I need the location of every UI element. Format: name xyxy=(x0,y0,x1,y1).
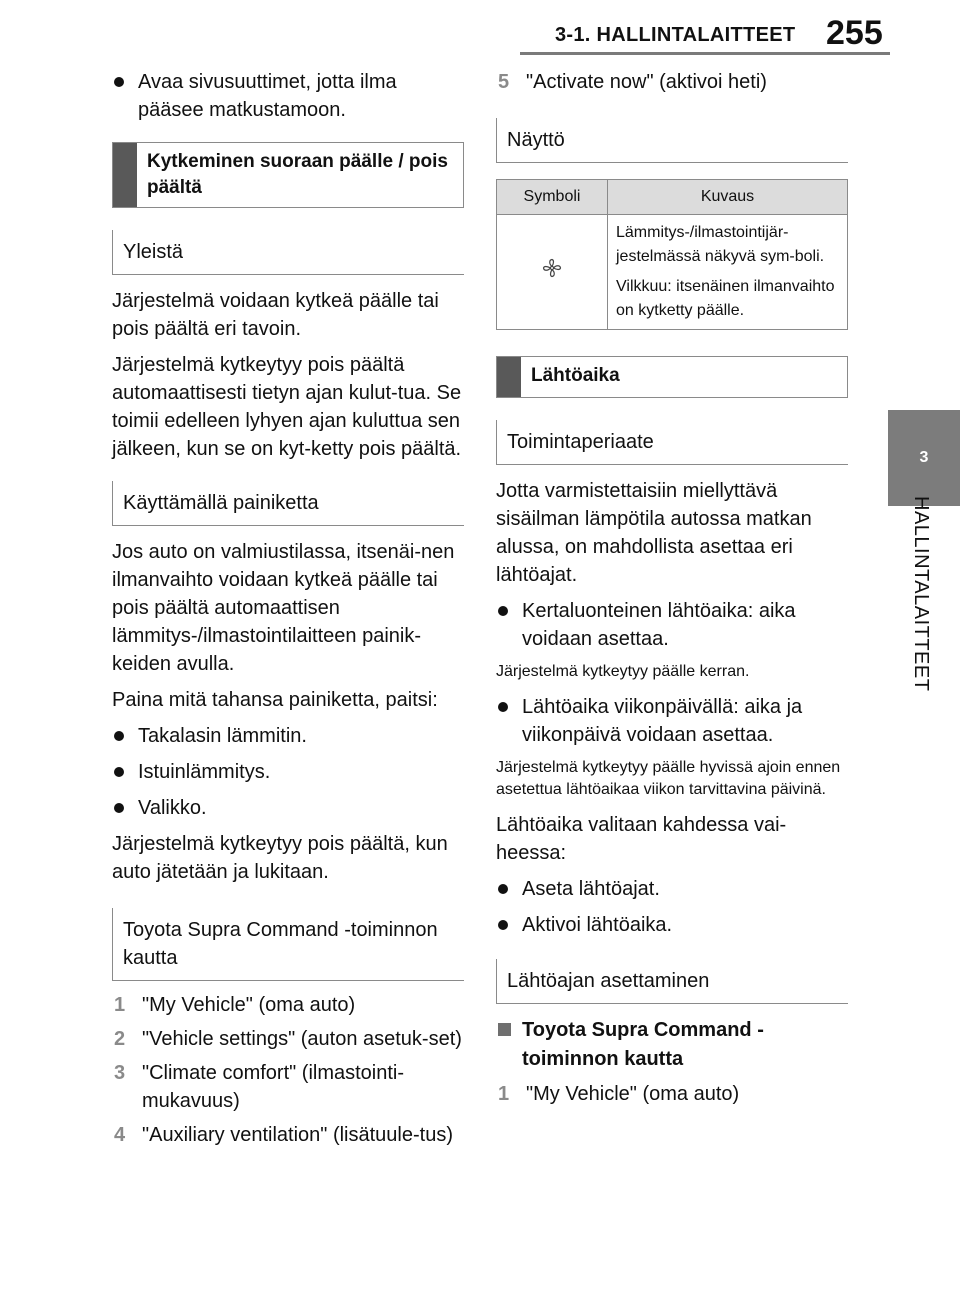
section-heading: Kytkeminen suoraan päälle / pois päältä xyxy=(147,151,448,198)
bullet-icon xyxy=(114,731,124,741)
right-column xyxy=(496,68,848,1114)
step-number: 1 xyxy=(114,994,126,1016)
table-header: Symboli xyxy=(497,180,608,215)
left-column xyxy=(112,68,464,1155)
section-heading: Lähtöaika xyxy=(531,365,620,386)
section-heading-box xyxy=(496,356,848,398)
subheading: Käyttämällä painiketta xyxy=(112,481,464,526)
list-item: Takalasin lämmitin. xyxy=(112,722,464,750)
bullet-icon xyxy=(114,767,124,777)
list-item: Kertaluonteinen lähtöaika: aika voidaan asettaa. xyxy=(496,597,848,653)
subheading: Lähtöajan asettaminen xyxy=(496,959,848,1004)
description-text: Vilkkuu: itsenäinen ilmanvaihto on kytketty päälle. xyxy=(616,278,835,319)
table-header: Kuvaus xyxy=(608,180,848,215)
step-item: 4 "Auxiliary ventilation" (lisätuule-tus) xyxy=(112,1121,464,1149)
subheading: Näyttö xyxy=(496,118,848,163)
page-number: 255 xyxy=(826,14,883,52)
step-number: 2 xyxy=(114,1028,126,1050)
bullet-icon xyxy=(498,606,508,616)
bullet-icon xyxy=(498,920,508,930)
list-item: Lähtöaika viikonpäivällä: aika ja viikonpäivä voidaan asettaa. xyxy=(496,693,848,749)
subheading: Toimintaperiaate xyxy=(496,420,848,465)
bullet-icon xyxy=(114,77,124,87)
subheading: Toyota Supra Command -toiminnon kautta xyxy=(112,908,464,981)
description-cell xyxy=(608,215,848,330)
step-number: 3 xyxy=(114,1062,126,1084)
step-number: 5 xyxy=(498,71,510,93)
section-title: 3-1. HALLINTALAITTEET xyxy=(555,24,796,46)
note: Järjestelmä kytkeytyy päälle kerran. xyxy=(496,663,750,680)
bullet-icon xyxy=(114,803,124,813)
fan-icon xyxy=(541,257,563,279)
chapter-label: HALLINTALAITTEET xyxy=(910,496,932,692)
square-bullet-icon xyxy=(498,1023,511,1036)
paragraph: Järjestelmä voidaan kytkeä päälle tai pois päältä eri tavoin. xyxy=(112,290,439,340)
list-item: Istuinlämmitys. xyxy=(112,758,464,786)
step-item: 2 "Vehicle settings" (auton asetuk-set) xyxy=(112,1025,464,1053)
heading-bar xyxy=(497,357,521,397)
paragraph: Jotta varmistettaisiin miellyttävä sisäilman lämpötila autossa matkan alussa, on mahdollista asettaa eri lähtöajat. xyxy=(496,480,812,586)
list-item: Valikko. xyxy=(112,794,464,822)
chapter-tab: 3 xyxy=(888,410,960,506)
step-item: 1 "My Vehicle" (oma auto) xyxy=(112,991,464,1019)
symbol-table xyxy=(496,179,848,330)
heading-bar xyxy=(113,143,137,207)
list-item: Aseta lähtöajat. xyxy=(496,875,848,903)
step-item: 3 "Climate comfort" (ilmastointi-mukavuus) xyxy=(112,1059,464,1115)
step-number: 1 xyxy=(498,1083,510,1105)
section-heading-box xyxy=(112,142,464,208)
step-item: 5 "Activate now" (aktivoi heti) xyxy=(496,68,848,96)
symbol-cell xyxy=(497,215,608,330)
list-item: Avaa sivusuuttimet, jotta ilma pääsee matkustamoon. xyxy=(112,68,464,124)
paragraph: Lähtöaika valitaan kahdessa vai-heessa: xyxy=(496,814,787,864)
step-number: 4 xyxy=(114,1124,126,1146)
note: Järjestelmä kytkeytyy päälle hyvissä ajoin ennen asetettua lähtöaikaa viikon tarvittavina päivinä. xyxy=(496,759,841,798)
procedure-heading: Toyota Supra Command -toiminnon kautta xyxy=(496,1016,848,1074)
header-rule xyxy=(520,52,890,55)
step-item: 1 "My Vehicle" (oma auto) xyxy=(496,1080,848,1108)
paragraph: Järjestelmä kytkeytyy pois päältä, kun auto jätetään ja lukitaan. xyxy=(112,833,448,883)
paragraph: Järjestelmä kytkeytyy pois päältä automaattisesti tietyn ajan kulut-tua. Se toimii edelleen lyhyen ajan kuluttua sen jälkeen, kun se on kyt-ketty pois päältä. xyxy=(112,354,462,460)
list-item: Aktivoi lähtöaika. xyxy=(496,911,848,939)
paragraph: Jos auto on valmiustilassa, itsenäi-nen ilmanvaihto voidaan kytkeä päälle tai pois päältä automaattisen lämmitys-/ilmastointilaitteen painik-keiden avulla. xyxy=(112,541,455,675)
table-row xyxy=(497,215,848,330)
subheading: Yleistä xyxy=(112,230,464,275)
description-text: Lämmitys-/ilmastointijär-jestelmässä näkyvä sym-boli. xyxy=(616,224,825,265)
bullet-icon xyxy=(498,702,508,712)
paragraph: Paina mitä tahansa painiketta, paitsi: xyxy=(112,689,438,711)
bullet-icon xyxy=(498,884,508,894)
